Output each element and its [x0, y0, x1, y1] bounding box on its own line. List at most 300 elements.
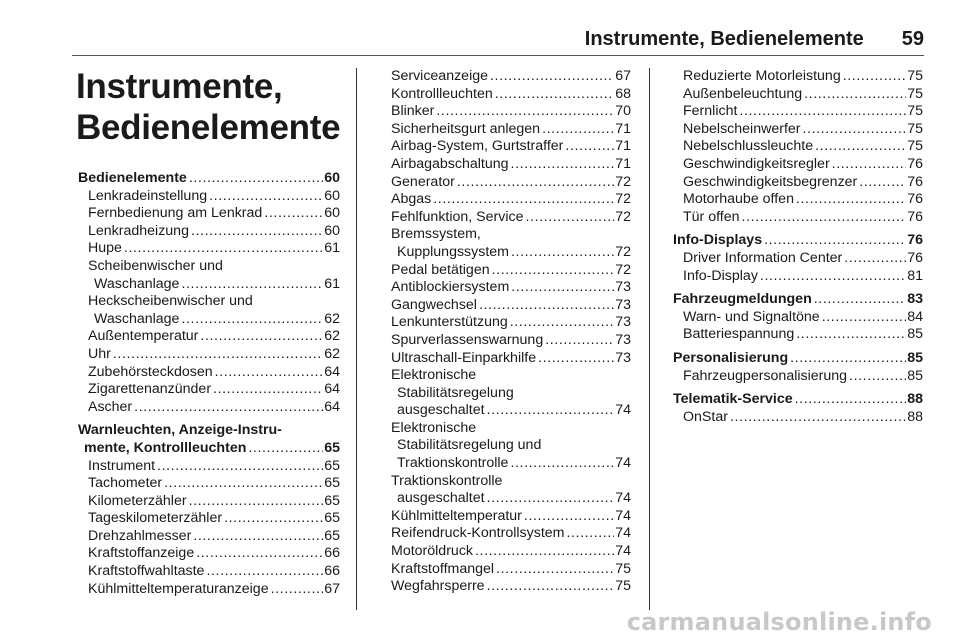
- toc-entry-row: [88, 223, 340, 241]
- toc-page-number: 62: [324, 310, 340, 327]
- toc-entry-text: Kontrollleuchten: [391, 85, 493, 102]
- toc-page-number: 71: [615, 120, 631, 137]
- toc-entry-text: Instrument: [88, 457, 156, 474]
- toc-entry[interactable]: [381, 262, 631, 280]
- dot-leader: [189, 493, 324, 511]
- toc-entry-text: Geschwindigkeitsbegrenzer: [683, 173, 858, 190]
- toc-entry[interactable]: [78, 188, 340, 206]
- toc-entry-row: [673, 232, 923, 250]
- toc-entry[interactable]: [78, 399, 340, 417]
- toc-entry-row: [683, 156, 923, 174]
- toc-entry-row: [88, 399, 340, 417]
- toc-page-number: 76: [907, 249, 923, 266]
- toc-entry-text: Gangwechsel: [391, 296, 477, 313]
- dot-leader: [538, 350, 614, 368]
- dot-leader: [181, 311, 323, 329]
- dot-leader: [492, 262, 615, 280]
- toc-entry-text: Info-Displays: [673, 232, 763, 249]
- toc-entry-text: Info-Display: [683, 267, 758, 284]
- toc-entry[interactable]: [78, 346, 340, 364]
- toc-entry-text: Reifendruck-Kontrollsystem: [391, 525, 565, 542]
- dot-leader: [487, 578, 615, 596]
- dot-leader: [479, 297, 614, 315]
- toc-section-heading[interactable]: [673, 350, 923, 368]
- toc-entry-text: Fehlfunktion, Service: [391, 208, 524, 225]
- toc-entry-row: [683, 121, 923, 139]
- toc-entry-text: ausgeschaltet: [397, 490, 485, 507]
- toc-entry-text: Bedienelemente: [78, 170, 187, 186]
- toc-entry[interactable]: [381, 473, 631, 508]
- toc-entry-text: Drehzahlmesser: [88, 527, 192, 544]
- toc-entry[interactable]: [78, 381, 340, 399]
- toc-entry[interactable]: [673, 409, 923, 427]
- toc-entry-row: [683, 86, 923, 104]
- toc-section-heading[interactable]: [673, 391, 923, 409]
- toc-entry-row: [391, 103, 631, 121]
- toc-entry-row: [683, 326, 923, 344]
- toc-entry-text: Außentemperatur: [88, 328, 199, 345]
- toc-page-number: 76: [907, 191, 923, 208]
- dot-leader: [815, 138, 906, 156]
- toc-entry[interactable]: [78, 563, 340, 581]
- toc-entry-text: Kraftstoffwahltaste: [88, 563, 205, 580]
- toc-entry-row: [391, 578, 631, 596]
- dot-leader: [181, 276, 323, 294]
- toc-section-heading[interactable]: [673, 232, 923, 250]
- toc-entry-row: [391, 262, 631, 280]
- toc-entry-row: [391, 332, 631, 350]
- dot-leader: [113, 346, 323, 364]
- toc-entry-row: [88, 240, 340, 258]
- toc-entry[interactable]: [381, 332, 631, 350]
- toc-entry-row: [391, 561, 631, 579]
- toc-entry-text: Generator: [391, 173, 455, 190]
- toc-entry-row: [88, 328, 340, 346]
- toc-entry-text: Stabilitätsregelung: [397, 384, 514, 401]
- toc-entry-row: [88, 276, 340, 294]
- toc-page-number: 83: [907, 291, 923, 308]
- toc-entry[interactable]: [78, 240, 340, 258]
- toc-entry[interactable]: [78, 493, 340, 511]
- toc-section-heading[interactable]: [78, 422, 340, 457]
- dot-leader: [849, 368, 906, 386]
- toc-entry-text: mente, Kontrollleuchten: [84, 439, 247, 456]
- toc-entry[interactable]: [78, 258, 340, 293]
- toc-page-number: 71: [615, 138, 631, 155]
- toc-entry-row: [683, 68, 923, 86]
- toc-entry-row: [673, 350, 923, 368]
- dot-leader: [490, 68, 614, 86]
- toc-entry-row: [391, 279, 631, 297]
- dot-leader: [859, 174, 906, 192]
- dot-leader: [134, 399, 323, 417]
- toc-entry[interactable]: [381, 561, 631, 579]
- dot-leader: [565, 138, 614, 156]
- toc-entry[interactable]: [673, 309, 923, 327]
- dot-leader: [224, 510, 323, 528]
- toc-page-number: 65: [324, 527, 340, 544]
- toc-entry[interactable]: [78, 205, 340, 223]
- toc-entry-text: Abgas: [391, 191, 432, 208]
- toc-entry-row: [683, 174, 923, 192]
- toc-entry-text: Kupplungssystem: [397, 243, 509, 260]
- dot-leader: [213, 381, 323, 399]
- toc-entry-text: Zubehörsteckdosen: [88, 363, 213, 380]
- toc-entry[interactable]: [78, 293, 340, 328]
- toc-entry[interactable]: [78, 581, 340, 599]
- toc-section-heading[interactable]: [78, 170, 340, 188]
- toc-entry[interactable]: [381, 314, 631, 332]
- toc-entry[interactable]: [673, 268, 923, 286]
- toc-entry-text: Kraftstoffanzeige: [88, 545, 195, 562]
- toc-entry-row: [88, 581, 340, 599]
- toc-entry[interactable]: [673, 68, 923, 86]
- toc-entry[interactable]: [381, 350, 631, 368]
- toc-entry[interactable]: [381, 525, 631, 543]
- dot-leader: [189, 170, 323, 188]
- toc-entry-text: Blinker: [391, 103, 435, 120]
- toc-page-number: 84: [907, 308, 923, 325]
- toc-entry[interactable]: [78, 545, 340, 563]
- toc-entry-row: [391, 455, 631, 473]
- toc-entry-text: Ascher: [88, 398, 133, 415]
- toc-page-number: 64: [324, 363, 340, 380]
- toc-page-number: 73: [615, 349, 631, 366]
- toc-entry[interactable]: [78, 223, 340, 241]
- dot-leader: [795, 391, 907, 409]
- toc-page-number: 65: [324, 457, 340, 474]
- dot-leader: [495, 86, 614, 104]
- toc-entry-text: Tachometer: [88, 475, 163, 492]
- toc-entry[interactable]: [673, 250, 923, 268]
- toc-entry-row: [88, 545, 340, 563]
- toc-page-number: 65: [324, 492, 340, 509]
- toc-entry-row: [683, 409, 923, 427]
- toc-page-number: 75: [615, 560, 631, 577]
- toc-entry[interactable]: [381, 209, 631, 227]
- toc-entry[interactable]: [381, 103, 631, 121]
- dot-leader: [264, 205, 323, 223]
- toc-entry-row: [391, 156, 631, 174]
- toc-entry-text: Waschanlage: [94, 310, 180, 327]
- dot-leader: [525, 209, 614, 227]
- toc-entry-text: Stabilitätsregelung und: [397, 437, 542, 454]
- toc-entry-text: Motoröldruck: [391, 543, 474, 560]
- toc-entry-text: Fernlicht: [683, 103, 738, 120]
- dot-leader: [436, 103, 614, 121]
- toc-entry-row: [88, 364, 340, 382]
- toc-entry-text: Scheibenwischer und: [88, 257, 223, 274]
- dot-leader: [433, 191, 614, 209]
- toc-entry-text: Driver Information Center: [683, 249, 843, 266]
- dot-leader: [566, 525, 614, 543]
- toc-entry-row: [683, 250, 923, 268]
- dot-leader: [796, 326, 906, 344]
- toc-entry[interactable]: [673, 209, 923, 227]
- toc-entry-row: [683, 368, 923, 386]
- toc-page-number: 81: [907, 267, 923, 284]
- toc-entry-text: Traktionskontrolle: [397, 455, 509, 472]
- toc-entry-row: [78, 170, 340, 188]
- toc-entry[interactable]: [673, 138, 923, 156]
- toc-entry-text: Motorhaube offen: [683, 191, 794, 208]
- toc-page-number: 67: [324, 580, 340, 597]
- toc-entry-row: [673, 391, 923, 409]
- toc-entry-text: Traktionskontrolle: [391, 472, 503, 489]
- toc-entry-text: Zigarettenanzünder: [88, 381, 212, 398]
- dot-leader: [814, 291, 906, 309]
- toc-entry-text: ausgeschaltet: [397, 402, 485, 419]
- dot-leader: [545, 332, 614, 350]
- toc-entry[interactable]: [78, 364, 340, 382]
- toc-entry[interactable]: [673, 86, 923, 104]
- toc-entry-row: [391, 490, 631, 508]
- toc-page-number: 75: [907, 68, 923, 84]
- dot-leader: [164, 475, 323, 493]
- toc-entry[interactable]: [381, 543, 631, 561]
- toc-entry-row: [391, 121, 631, 139]
- toc-entry-row: [391, 525, 631, 543]
- toc-entry[interactable]: [78, 510, 340, 528]
- toc-entry-text: Fernbedienung am Lenkrad: [88, 205, 263, 222]
- toc-entry-text: Nebelschlussleuchte: [683, 138, 814, 155]
- toc-page-number: 76: [907, 173, 923, 190]
- toc-page-number: 64: [324, 398, 340, 415]
- toc-page-number: 74: [615, 490, 631, 507]
- dot-leader: [822, 309, 907, 327]
- toc-entry[interactable]: [381, 226, 631, 261]
- toc-page-number: 65: [324, 475, 340, 492]
- page-number: 59: [901, 28, 924, 50]
- toc-entry-text: Pedal betätigen: [391, 261, 490, 278]
- toc-page-number: 74: [615, 402, 631, 419]
- toc-page-number: 75: [907, 138, 923, 155]
- toc-page-number: 73: [615, 279, 631, 296]
- toc-page-number: 60: [324, 222, 340, 239]
- toc-entry-row: [391, 350, 631, 368]
- toc-entry-text: Batteriespannung: [683, 326, 795, 343]
- toc-entry-text: Personalisierung: [673, 349, 789, 366]
- header-rule: [72, 55, 924, 56]
- dot-leader: [209, 188, 323, 206]
- dot-leader: [191, 223, 323, 241]
- running-header-title: Instrumente, Bedienelemente: [584, 28, 864, 50]
- toc-page-number: 60: [324, 205, 340, 222]
- dot-leader: [803, 121, 907, 139]
- toc-entry-text: Geschwindigkeitsregler: [683, 155, 830, 172]
- toc-entry[interactable]: [673, 191, 923, 209]
- toc-section-heading[interactable]: [673, 291, 923, 309]
- toc-entry-row: [78, 440, 340, 458]
- toc-entry-row: [88, 563, 340, 581]
- dot-leader: [215, 364, 324, 382]
- toc-entry[interactable]: [673, 156, 923, 174]
- dot-leader: [196, 545, 323, 563]
- toc-entry-text: Tür offen: [683, 208, 740, 225]
- toc-entry[interactable]: [381, 279, 631, 297]
- toc-page-number: 73: [615, 331, 631, 348]
- toc-page-number: 72: [615, 261, 631, 278]
- toc-entry-row: [88, 510, 340, 528]
- dot-leader: [457, 174, 614, 192]
- toc-entry-text: Spurverlassenswarnung: [391, 331, 544, 348]
- toc-page-number: 66: [324, 563, 340, 580]
- toc-page-number: 72: [615, 243, 631, 260]
- toc-page-number: 75: [907, 120, 923, 137]
- dot-leader: [510, 455, 614, 473]
- toc-entry[interactable]: [78, 528, 340, 546]
- toc-entry-text: Kraftstoffmangel: [391, 560, 495, 577]
- toc-entry[interactable]: [381, 121, 631, 139]
- dot-leader: [796, 191, 906, 209]
- toc-entry-row: [391, 297, 631, 315]
- running-header: [585, 28, 924, 51]
- toc-entry-row: [88, 205, 340, 223]
- toc-entry-row: [88, 311, 340, 329]
- toc-entry-row: [88, 381, 340, 399]
- toc-page-number: 67: [615, 68, 631, 84]
- toc-page-number: 76: [907, 232, 923, 249]
- toc-page-number: 75: [615, 578, 631, 595]
- toc-entry-row: [391, 244, 631, 262]
- toc-entry-text: Heckscheibenwischer und: [88, 293, 253, 310]
- toc-entry-text: Tageskilometerzähler: [88, 510, 223, 527]
- dot-leader: [804, 86, 906, 104]
- toc-entry-row: [391, 402, 631, 420]
- toc-page-number: 64: [324, 381, 340, 398]
- toc-page-number: 72: [615, 191, 631, 208]
- toc-page-number: 74: [615, 525, 631, 542]
- toc-entry-text: Warn- und Signaltöne: [683, 308, 820, 325]
- toc-entry-row: [683, 103, 923, 121]
- toc-page-number: 70: [615, 103, 631, 120]
- toc-entry[interactable]: [78, 328, 340, 346]
- toc-entry[interactable]: [381, 86, 631, 104]
- dot-leader: [248, 440, 323, 458]
- toc-entry-text: Antiblockiersystem: [391, 279, 510, 296]
- toc-entry-row: [391, 508, 631, 526]
- dot-leader: [487, 402, 615, 420]
- toc-entry-text: Hupe: [88, 240, 122, 257]
- toc-entry[interactable]: [381, 367, 631, 420]
- toc-entry[interactable]: [381, 508, 631, 526]
- dot-leader: [200, 328, 323, 346]
- toc-entry-text: Serviceanzeige: [391, 68, 489, 84]
- toc-entry[interactable]: [381, 297, 631, 315]
- dot-leader: [206, 563, 323, 581]
- dot-leader: [511, 244, 614, 262]
- toc-entry-text: Fahrzeugpersonalisierung: [683, 367, 848, 384]
- dot-leader: [496, 561, 614, 579]
- toc-entry[interactable]: [381, 191, 631, 209]
- toc-entry-row: [88, 493, 340, 511]
- toc-page-number: 60: [324, 187, 340, 204]
- dot-leader: [157, 458, 323, 476]
- column-divider: [356, 68, 357, 610]
- toc-page-number: 73: [615, 296, 631, 313]
- dot-leader: [511, 156, 615, 174]
- toc-column-1-entries: [78, 170, 340, 598]
- dot-leader: [510, 314, 614, 332]
- toc-page-number: 65: [324, 510, 340, 527]
- toc-entry[interactable]: [673, 368, 923, 386]
- dot-leader: [193, 528, 323, 546]
- toc-entry-text: Wegfahrsperre: [391, 578, 485, 595]
- toc-entry[interactable]: [381, 174, 631, 192]
- dot-leader: [475, 543, 614, 561]
- toc-entry-row: [391, 314, 631, 332]
- toc-entry-text: Elektronische: [391, 367, 477, 384]
- column-divider: [649, 68, 650, 610]
- toc-entry[interactable]: [381, 420, 631, 473]
- toc-entry-row: [391, 209, 631, 227]
- dot-leader: [764, 232, 906, 250]
- toc-entry-row: [391, 191, 631, 209]
- toc-entry-text: OnStar: [683, 408, 728, 425]
- toc-entry[interactable]: [673, 103, 923, 121]
- dot-leader: [790, 350, 906, 368]
- toc-entry-text: Telematik-Service: [673, 391, 793, 408]
- watermark-text: carmanualsonline.info: [626, 608, 932, 636]
- toc-entry-text: Reduzierte Motorleistung: [683, 68, 841, 84]
- toc-page-number: 72: [615, 208, 631, 225]
- toc-entry[interactable]: [673, 121, 923, 139]
- toc-entry[interactable]: [78, 475, 340, 493]
- toc-entry-text: Elektronische: [391, 419, 477, 436]
- toc-entry[interactable]: [381, 578, 631, 596]
- toc-page-number: 88: [907, 391, 923, 408]
- dot-leader: [844, 250, 906, 268]
- toc-entry-row: [683, 191, 923, 209]
- toc-entry-text: Waschanlage: [94, 275, 180, 292]
- toc-entry-row: [391, 543, 631, 561]
- toc-column-3: [673, 68, 923, 426]
- toc-page-number: 65: [324, 439, 340, 456]
- dot-leader: [832, 156, 907, 174]
- toc-page-number: 85: [907, 349, 923, 366]
- dot-leader: [742, 209, 907, 227]
- toc-entry-row: [88, 346, 340, 364]
- toc-page-number: 68: [615, 85, 631, 102]
- toc-page-number: 88: [907, 408, 923, 425]
- toc-entry-text: Airbagabschaltung: [391, 155, 509, 172]
- toc-page-number: 85: [907, 326, 923, 343]
- toc-entry[interactable]: [381, 138, 631, 156]
- toc-entry-row: [673, 291, 923, 309]
- toc-entry[interactable]: [381, 156, 631, 174]
- dot-leader: [524, 508, 614, 526]
- toc-entry-row: [88, 475, 340, 493]
- toc-entry[interactable]: [381, 68, 631, 86]
- toc-entry[interactable]: [78, 458, 340, 476]
- toc-entry-row: [683, 309, 923, 327]
- dot-leader: [843, 68, 907, 86]
- toc-entry-row: [683, 268, 923, 286]
- toc-entry-row: [683, 138, 923, 156]
- toc-entry-text: Fahrzeugmeldungen: [673, 291, 812, 308]
- toc-entry-row: [391, 86, 631, 104]
- toc-entry-text: Kilometerzähler: [88, 492, 187, 509]
- toc-page-number: 75: [907, 85, 923, 102]
- dot-leader: [739, 103, 906, 121]
- dot-leader: [487, 490, 615, 508]
- dot-leader: [511, 279, 614, 297]
- toc-entry[interactable]: [673, 326, 923, 344]
- toc-entry[interactable]: [673, 174, 923, 192]
- toc-page-number: 74: [615, 543, 631, 560]
- toc-entry-text: Lenkradheizung: [88, 222, 189, 239]
- toc-page-number: 60: [324, 170, 340, 186]
